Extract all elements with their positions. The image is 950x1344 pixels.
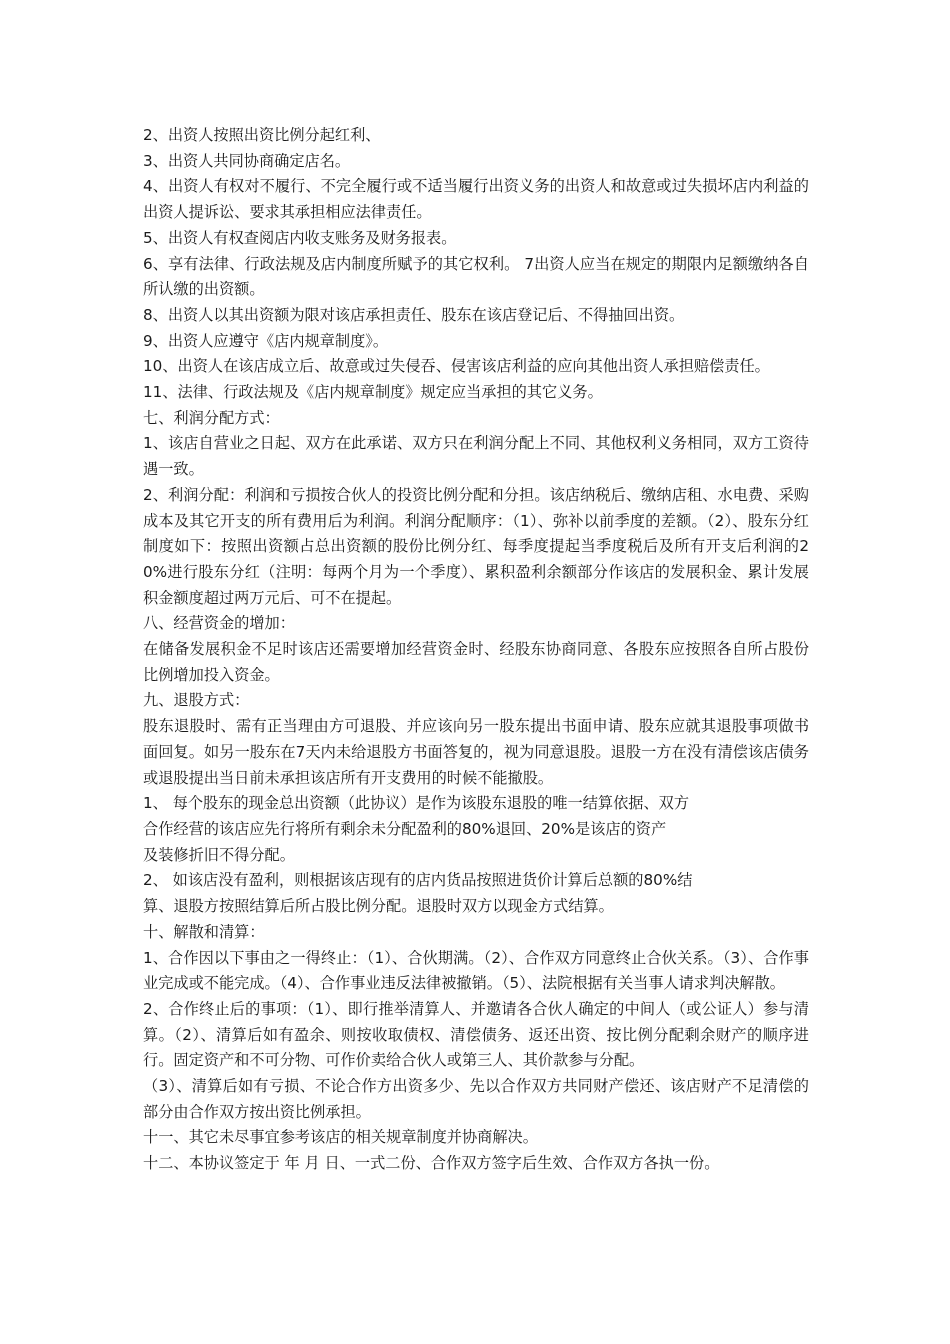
section-heading-11: 十一、其它未尽事宜参考该店的相关规章制度并协商解决。	[143, 1128, 538, 1147]
section-heading-7: 七、利润分配方式：	[143, 408, 280, 427]
paragraph-clause-3: 3、出资人共同协商确定店名。	[143, 151, 351, 170]
paragraph-withdrawal-2-line-2: 算、退股方按照结算后所占股比例分配。退股时双方以现金方式结算。	[143, 897, 614, 916]
paragraph-withdrawal-1-line-1: 1、 每个股东的现金总出资额（此协议）是作为该股东退股的唯一结算依据、双方	[143, 794, 690, 813]
paragraph-profit-1: 1、该店自营业之日起、双方在此承诺、双方只在利润分配上不同、其他权利义务相同，双方工资待遇一致。	[143, 434, 809, 479]
paragraph-withdrawal-1-line-2: 合作经营的该店应先行将所有剩余未分配盈利的80%退回、20%是该店的资产	[143, 819, 667, 838]
section-heading-12: 十二、本协议签定于 年 月 日、一式二份、合作双方签字后生效、合作双方各执一份。	[143, 1154, 720, 1173]
paragraph-dissolution-2: 2、合作终止后的事项：（1）、即行推举清算人、并邀请各合伙人确定的中间人（或公证人）参与清算。（2）、清算后如有盈余、则按收取债权、清偿债务、返还出资、按比例分配剩余财产的顺序进行。固定资产和不可分物、可作价卖给合伙人或第三人、其价款参与分配。	[143, 999, 809, 1070]
paragraph-clause-10: 10、出资人在该店成立后、故意或过失侵吞、侵害该店利益的应向其他出资人承担赔偿责任。	[143, 357, 770, 376]
section-heading-10: 十、解散和清算：	[143, 922, 265, 941]
paragraph-clause-2: 2、出资人按照出资比例分起红利、	[143, 126, 381, 144]
paragraph-dissolution-3: （3）、清算后如有亏损、不论合作方出资多少、先以合作双方共同财产偿还、该店财产不足清偿的部分由合作双方按出资比例承担。	[143, 1077, 809, 1121]
paragraph-clause-5: 5、出资人有权查阅店内收支账务及财务报表。	[143, 228, 457, 247]
paragraph-dissolution-1: 1、合作因以下事由之一得终止：（1）、合伙期满。（2）、合作双方同意终止合伙关系。（3）、合作事业完成或不能完成。（4）、合作事业违反法律被撤销。（5）、法院根据有关当事人请求判决解散。	[143, 948, 809, 993]
paragraph-clause-9: 9、出资人应遵守《店内规章制度》。	[143, 331, 389, 350]
paragraph-funding: 在储备发展积金不足时该店还需要增加经营资金时、经股东协商同意、各股东应按照各自所占股份比例增加投入资金。	[143, 640, 809, 684]
paragraph-clause-11: 11、法律、行政法规及《店内规章制度》规定应当承担的其它义务。	[143, 383, 603, 402]
paragraph-profit-2: 2、利润分配：利润和亏损按合伙人的投资比例分配和分担。该店纳税后、缴纳店租、水电费、采购成本及其它开支的所有费用后为利润。利润分配顺序：（1）、弥补以前季度的差额。（2）、股东分红制度如下：按照出资额占总出资额的股份比例分红、每季度提起当季度税后及所有开支后利润的20%进行股东分红（注明：每两个月为一个季度）、累积盈利余额部分作该店的发展积金、累计发展积金额度超过两万元后、可不在提起。	[143, 485, 809, 607]
paragraph-withdrawal-1-line-3: 及装修折旧不得分配。	[143, 845, 295, 864]
paragraph-withdrawal-2-line-1: 2、 如该店没有盈利，则根据该店现有的店内货品按照进货价计算后总额的80%结	[143, 871, 693, 890]
paragraph-clause-6-7: 6、享有法律、行政法规及店内制度所赋予的其它权利。 7出资人应当在规定的期限内足额缴纳各自所认缴的出资额。	[143, 254, 809, 299]
section-heading-8: 八、经营资金的增加：	[143, 614, 295, 633]
document-body	[143, 123, 809, 1177]
section-heading-9: 九、退股方式：	[143, 691, 250, 710]
paragraph-clause-8: 8、出资人以其出资额为限对该店承担责任、股东在该店登记后、不得抽回出资。	[143, 305, 685, 324]
paragraph-clause-4: 4、出资人有权对不履行、不完全履行或不适当履行出资义务的出资人和故意或过失损坏店内利益的出资人提诉讼、要求其承担相应法律责任。	[143, 177, 809, 222]
paragraph-withdrawal: 股东退股时、需有正当理由方可退股、并应该向另一股东提出书面申请、股东应就其退股事项做书面回复。如另一股东在7天内未给退股方书面答复的，视为同意退股。退股一方在没有清偿该店债务或退股提出当日前未承担该店所有开支费用的时候不能撤股。	[143, 717, 809, 787]
